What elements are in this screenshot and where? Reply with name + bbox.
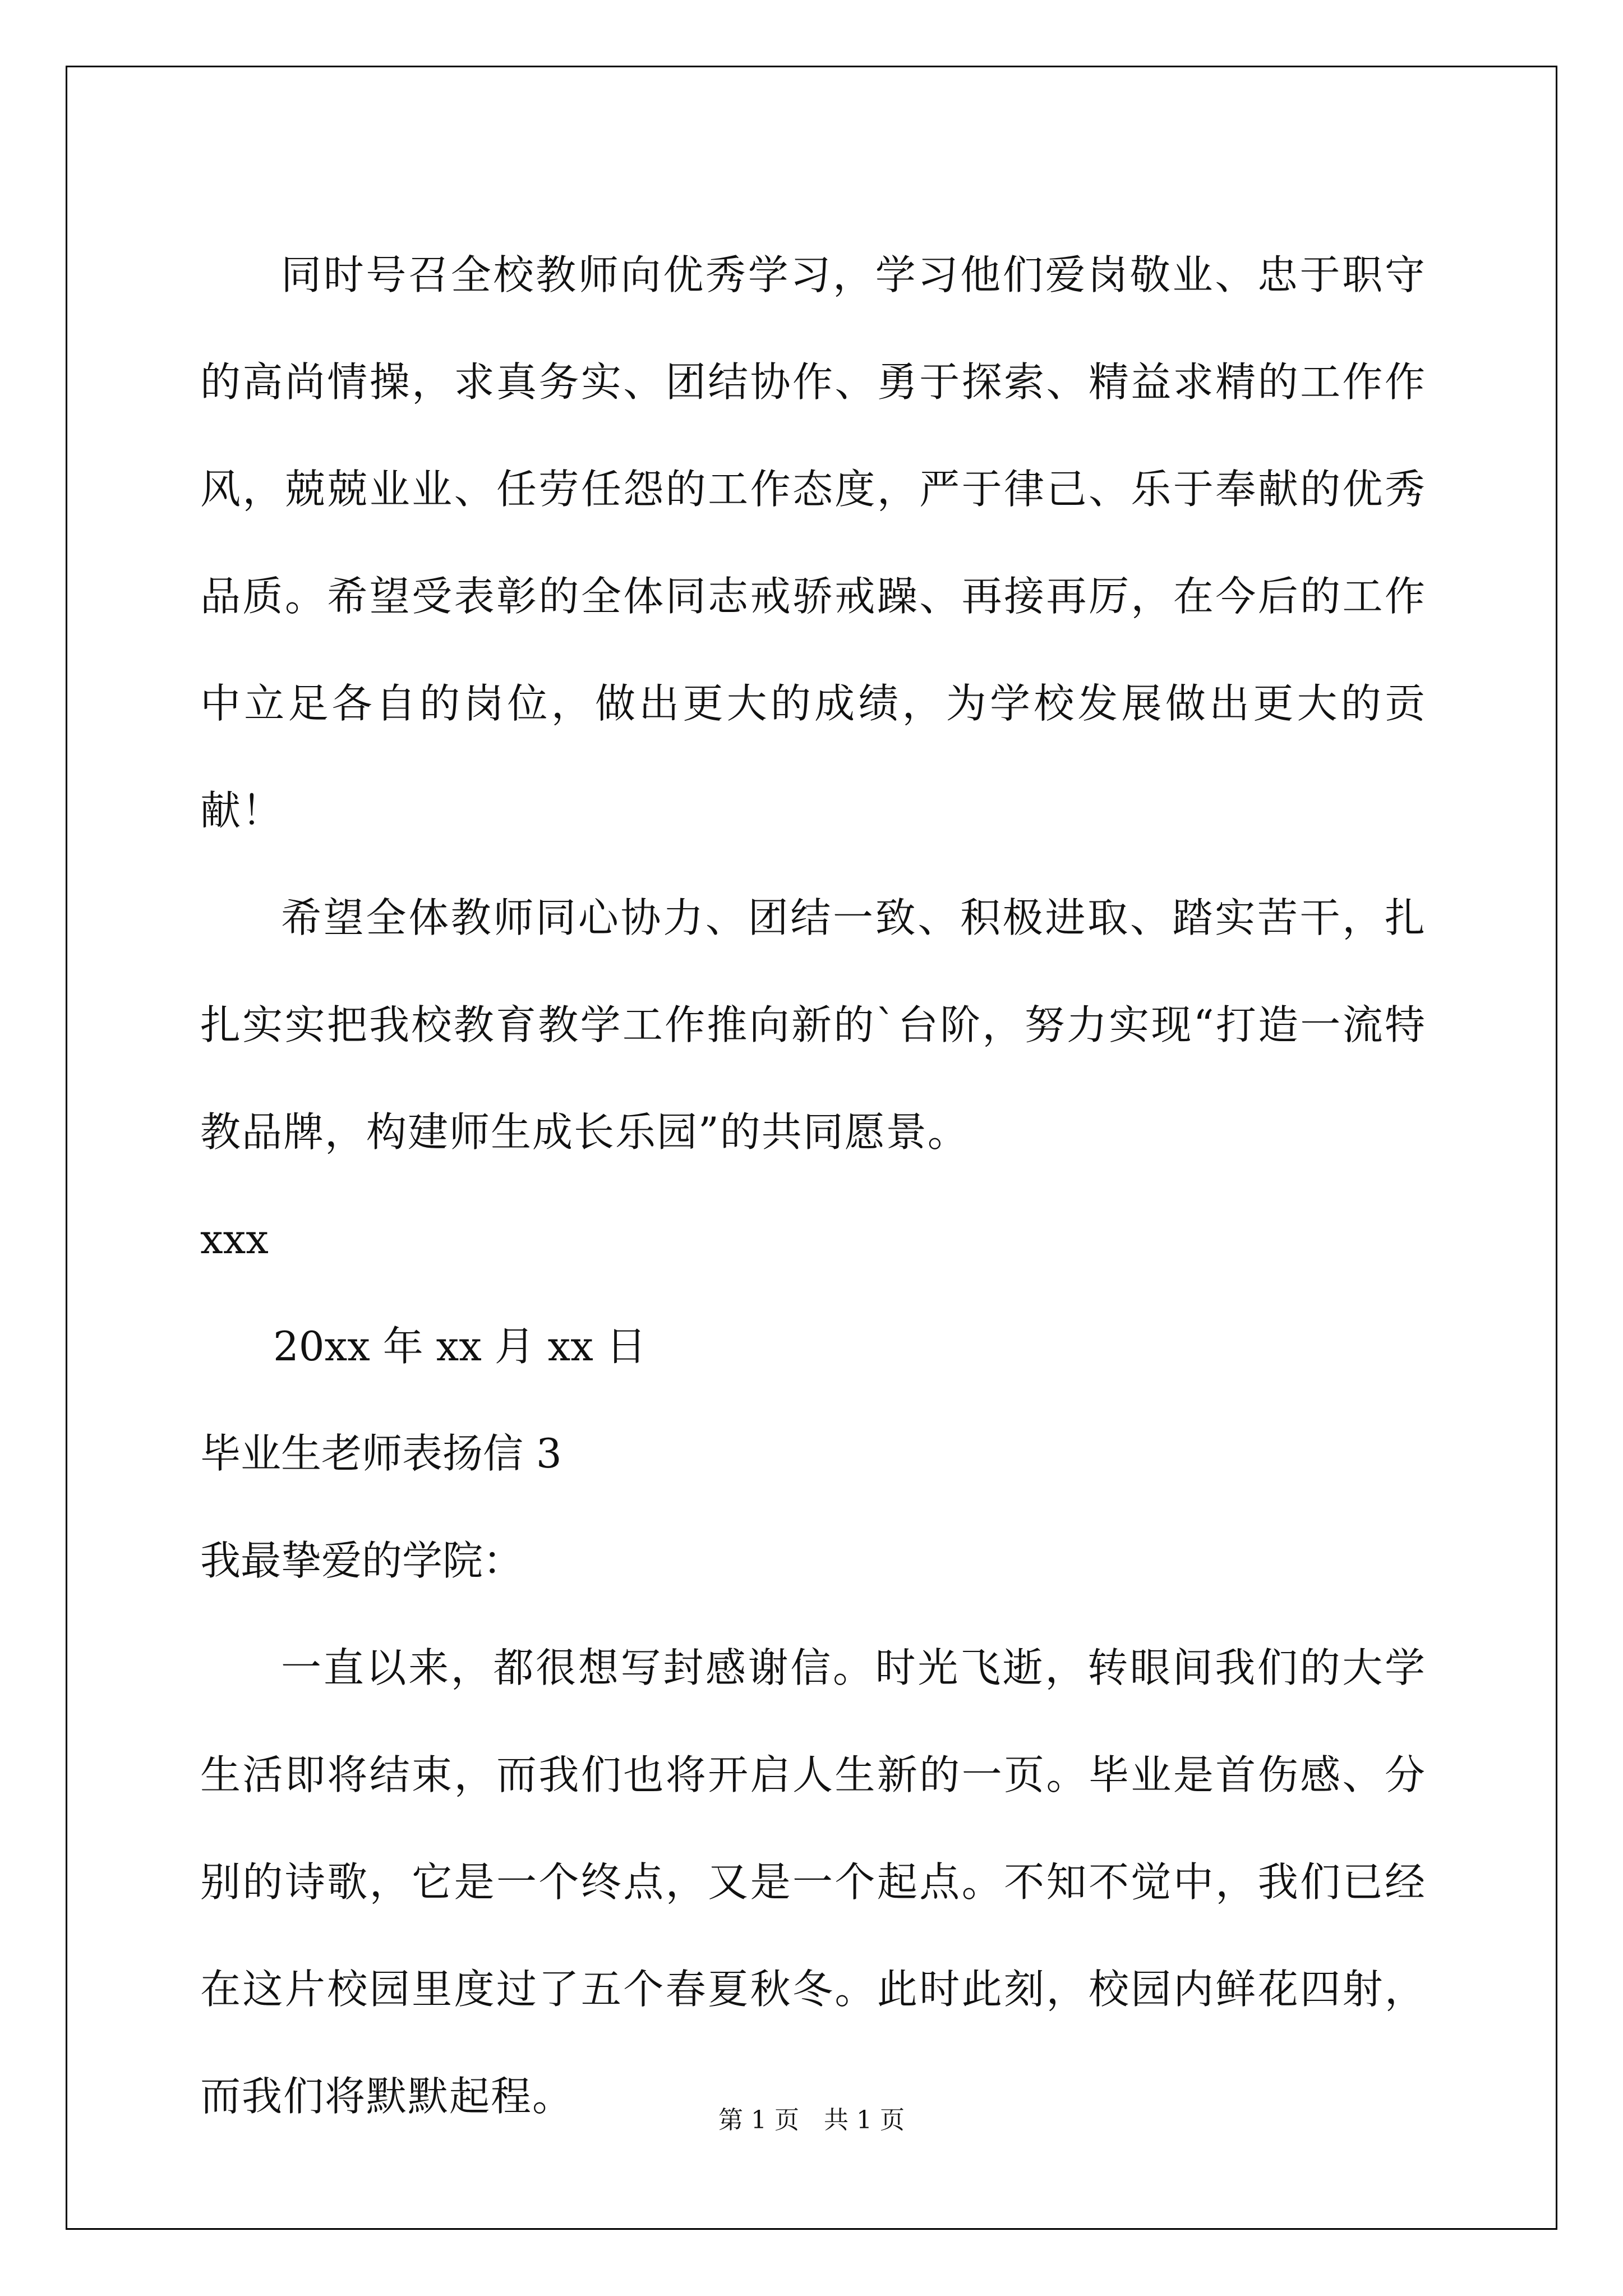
paragraph-vision: 希望全体教师同心协力、团结一致、积极进取、踏实苦干，扎扎实实把我校教育教学工作推向新的`台阶，努力实现“打造一流特教品牌，构建师生成长乐园”的共同愿景。 xyxy=(200,894,1426,1156)
letter-body: 一直以来，都很想写封感谢信。时光飞逝，转眼间我们的大学生活即将结束，而我们也将开启人生新的一页。毕业是首伤感、分别的诗歌，它是一个终点，又是一个起点。不知不觉中，我们已经在这片校园里度过了五个春夏秋冬。此时此刻，校园内鲜花四射，而我们将默默起程。 xyxy=(200,1644,1426,2120)
letter-title: 毕业生老师表扬信 3 xyxy=(200,1430,562,1477)
page-footer xyxy=(0,2104,1623,2137)
date-line: 20xx 年 xx 月 xx 日 xyxy=(273,1323,647,1370)
page-number: 第 1 页 xyxy=(718,2106,799,2134)
signature: xxx xyxy=(200,1216,269,1263)
salutation: 我最挚爱的学院： xyxy=(200,1537,524,1584)
page-total: 共 1 页 xyxy=(824,2106,905,2134)
paragraph-commendation: 同时号召全校教师向优秀学习，学习他们爱岗敬业、忠于职守的高尚情操，求真务实、团结协作、勇于探索、精益求精的工作作风，兢兢业业、任劳任怨的工作态度，严于律己、乐于奉献的优秀品质。希望受表彰的全体同志戒骄戒躁、再接再厉，在今后的工作中立足各自的岗位，做出更大的成绩，为学校发展做出更大的贡献！ xyxy=(200,251,1426,834)
document-body xyxy=(200,222,1426,2150)
